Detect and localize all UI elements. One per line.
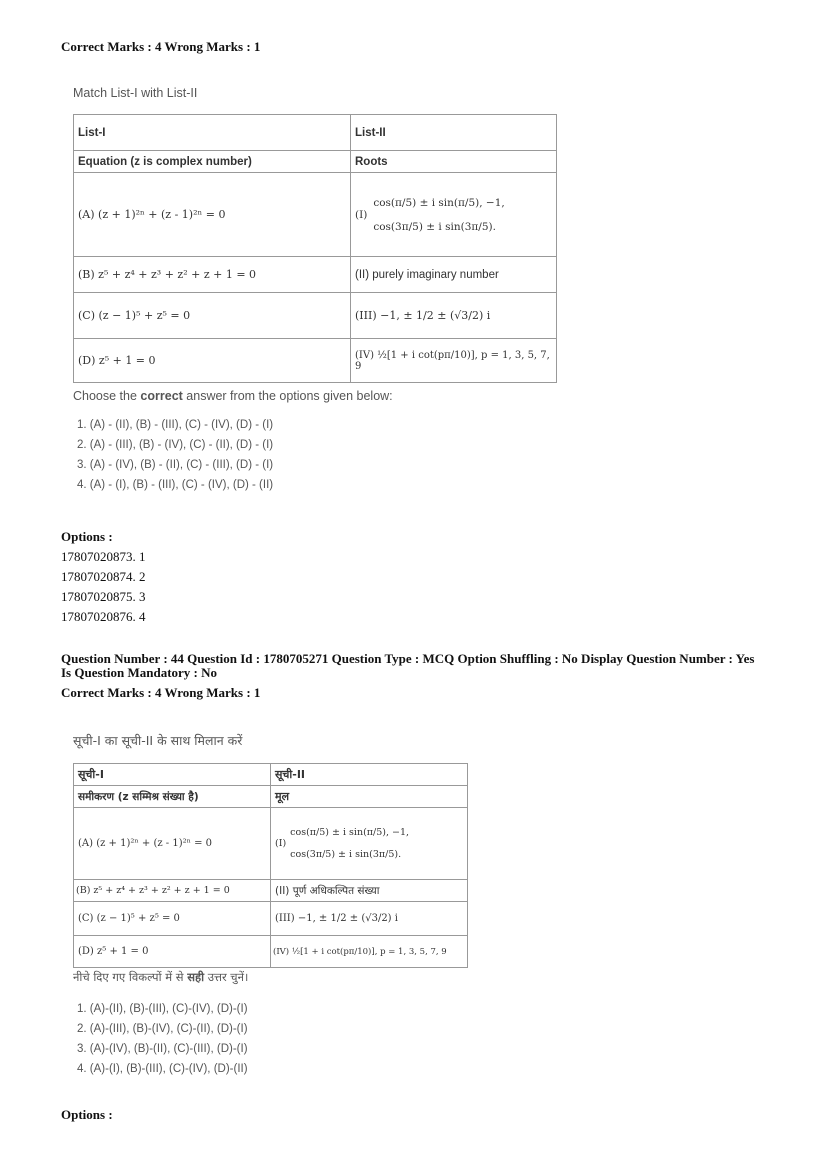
q43-row-b-right: (II) purely imaginary number: [351, 257, 557, 293]
q44-row-d-right: (IV) ½[1 + i cot(pπ/10)], p = 1, 3, 5, 7, 9: [271, 936, 468, 968]
q44-row-c-right: (III) −1, ± 1/2 ± (√3/2) i: [271, 902, 468, 936]
list-item: 2. (A) - (III), (B) - (IV), (C) - (II), (D) - (I): [77, 439, 274, 451]
q44-row-c-left: (C) (z − 1)⁵ + z⁵ = 0: [74, 902, 271, 936]
q43-marks-line: Correct Marks : 4 Wrong Marks : 1: [61, 39, 261, 54]
list-item: 4. (A) - (I), (B) - (III), (C) - (IV), (D) - (II): [77, 479, 274, 491]
q43-col1-sub: Equation (z is complex number): [74, 151, 351, 173]
q44-row-b-left: (B) z⁵ + z⁴ + z³ + z² + z + 1 = 0: [74, 880, 271, 902]
q44-marks-line: Correct Marks : 4 Wrong Marks : 1: [61, 685, 261, 700]
q43-match-table: [73, 114, 557, 383]
list-item: 3. (A) - (IV), (B) - (II), (C) - (III), (D) - (I): [77, 459, 274, 471]
table-row: [74, 339, 557, 383]
q44-prompt: सूची-I का सूची-II के साथ मिलान करें: [73, 733, 243, 748]
q44-row-b-right: (II) पूर्ण अधिकल्पित संख्या: [271, 880, 468, 902]
q43-row-a-label: (I): [355, 208, 368, 221]
list-item: 3. (A)-(IV), (B)-(II), (C)-(III), (D)-(I): [77, 1043, 248, 1055]
q43-row-a-line2: cos(3π/5) ± i sin(3π/5).: [373, 220, 496, 233]
q43-answer-options: [77, 415, 563, 495]
q44-choose-instruction: नीचे दिए गए विकल्पों में से सही उत्तर चुनें।: [73, 970, 249, 984]
table-row: [74, 880, 468, 902]
q44-row-d-left: (D) z⁵ + 1 = 0: [74, 936, 271, 968]
list-item: 1. (A)-(II), (B)-(III), (C)-(IV), (D)-(I): [77, 1003, 248, 1015]
q44-row-a-line2: cos(3π/5) ± i sin(3π/5).: [290, 848, 402, 860]
q43-row-d-left: (D) z⁵ + 1 = 0: [74, 339, 351, 383]
q44-meta-line1: Question Number : 44 Question Id : 1780705271 Question Type : MCQ Option Shuffling : No Display Question Number : Yes: [61, 651, 755, 666]
q44-question-image: [73, 732, 473, 1079]
table-row: [74, 257, 557, 293]
q43-prompt: Match List-I with List-II: [73, 86, 198, 100]
q44-meta-line2: Is Question Mandatory : No: [61, 665, 218, 680]
q44-col1-header: सूची-I: [74, 764, 271, 786]
q43-options-heading: Options :: [61, 529, 113, 544]
list-item: 2. (A)-(III), (B)-(IV), (C)-(II), (D)-(I): [77, 1023, 248, 1035]
q43-choose-instruction: Choose the correct answer from the options given below:: [73, 389, 393, 403]
list-item: 1. (A) - (II), (B) - (III), (C) - (IV), (D) - (I): [77, 419, 274, 431]
q43-row-c-right: (III) −1, ± 1/2 ± (√3/2) i: [351, 293, 557, 339]
q43-question-image: [73, 86, 563, 495]
q43-option-id-4: 17807020876. 4: [61, 609, 146, 624]
q44-answer-options: [77, 999, 473, 1079]
q44-row-a-left: (A) (z + 1)²ⁿ + (z - 1)²ⁿ = 0: [74, 808, 271, 880]
q43-option-id-3: 17807020875. 3: [61, 589, 146, 604]
q43-row-a-left: (A) (z + 1)²ⁿ + (z - 1)²ⁿ = 0: [74, 173, 351, 257]
q44-match-table: [73, 763, 468, 968]
q44-row-a-line1: cos(π/5) ± i sin(π/5), −1,: [290, 826, 410, 838]
q44-col1-sub: समीकरण (z सम्मिश्र संख्या है): [74, 786, 271, 808]
table-row: [74, 808, 468, 880]
q43-option-id-2: 17807020874. 2: [61, 569, 146, 584]
q43-col2-sub: Roots: [351, 151, 557, 173]
q43-col2-header: List-II: [351, 115, 557, 151]
q43-row-c-left: (C) (z − 1)⁵ + z⁵ = 0: [74, 293, 351, 339]
q43-row-a-line1: cos(π/5) ± i sin(π/5), −1,: [373, 196, 505, 209]
table-row: [74, 173, 557, 257]
list-item: 4. (A)-(I), (B)-(III), (C)-(IV), (D)-(II): [77, 1063, 248, 1075]
q43-col1-header: List-I: [74, 115, 351, 151]
q43-row-b-left: (B) z⁵ + z⁴ + z³ + z² + z + 1 = 0: [74, 257, 351, 293]
table-row: [74, 902, 468, 936]
q44-options-heading: Options :: [61, 1107, 113, 1122]
q44-col2-sub: मूल: [271, 786, 468, 808]
q44-col2-header: सूची-II: [271, 764, 468, 786]
table-row: [74, 936, 468, 968]
table-row: [74, 293, 557, 339]
q44-row-a-label: (I): [275, 837, 287, 849]
q43-option-id-1: 17807020873. 1: [61, 549, 146, 564]
q43-row-d-right: (IV) ½[1 + i cot(pπ/10)], p = 1, 3, 5, 7, 9: [351, 339, 557, 383]
